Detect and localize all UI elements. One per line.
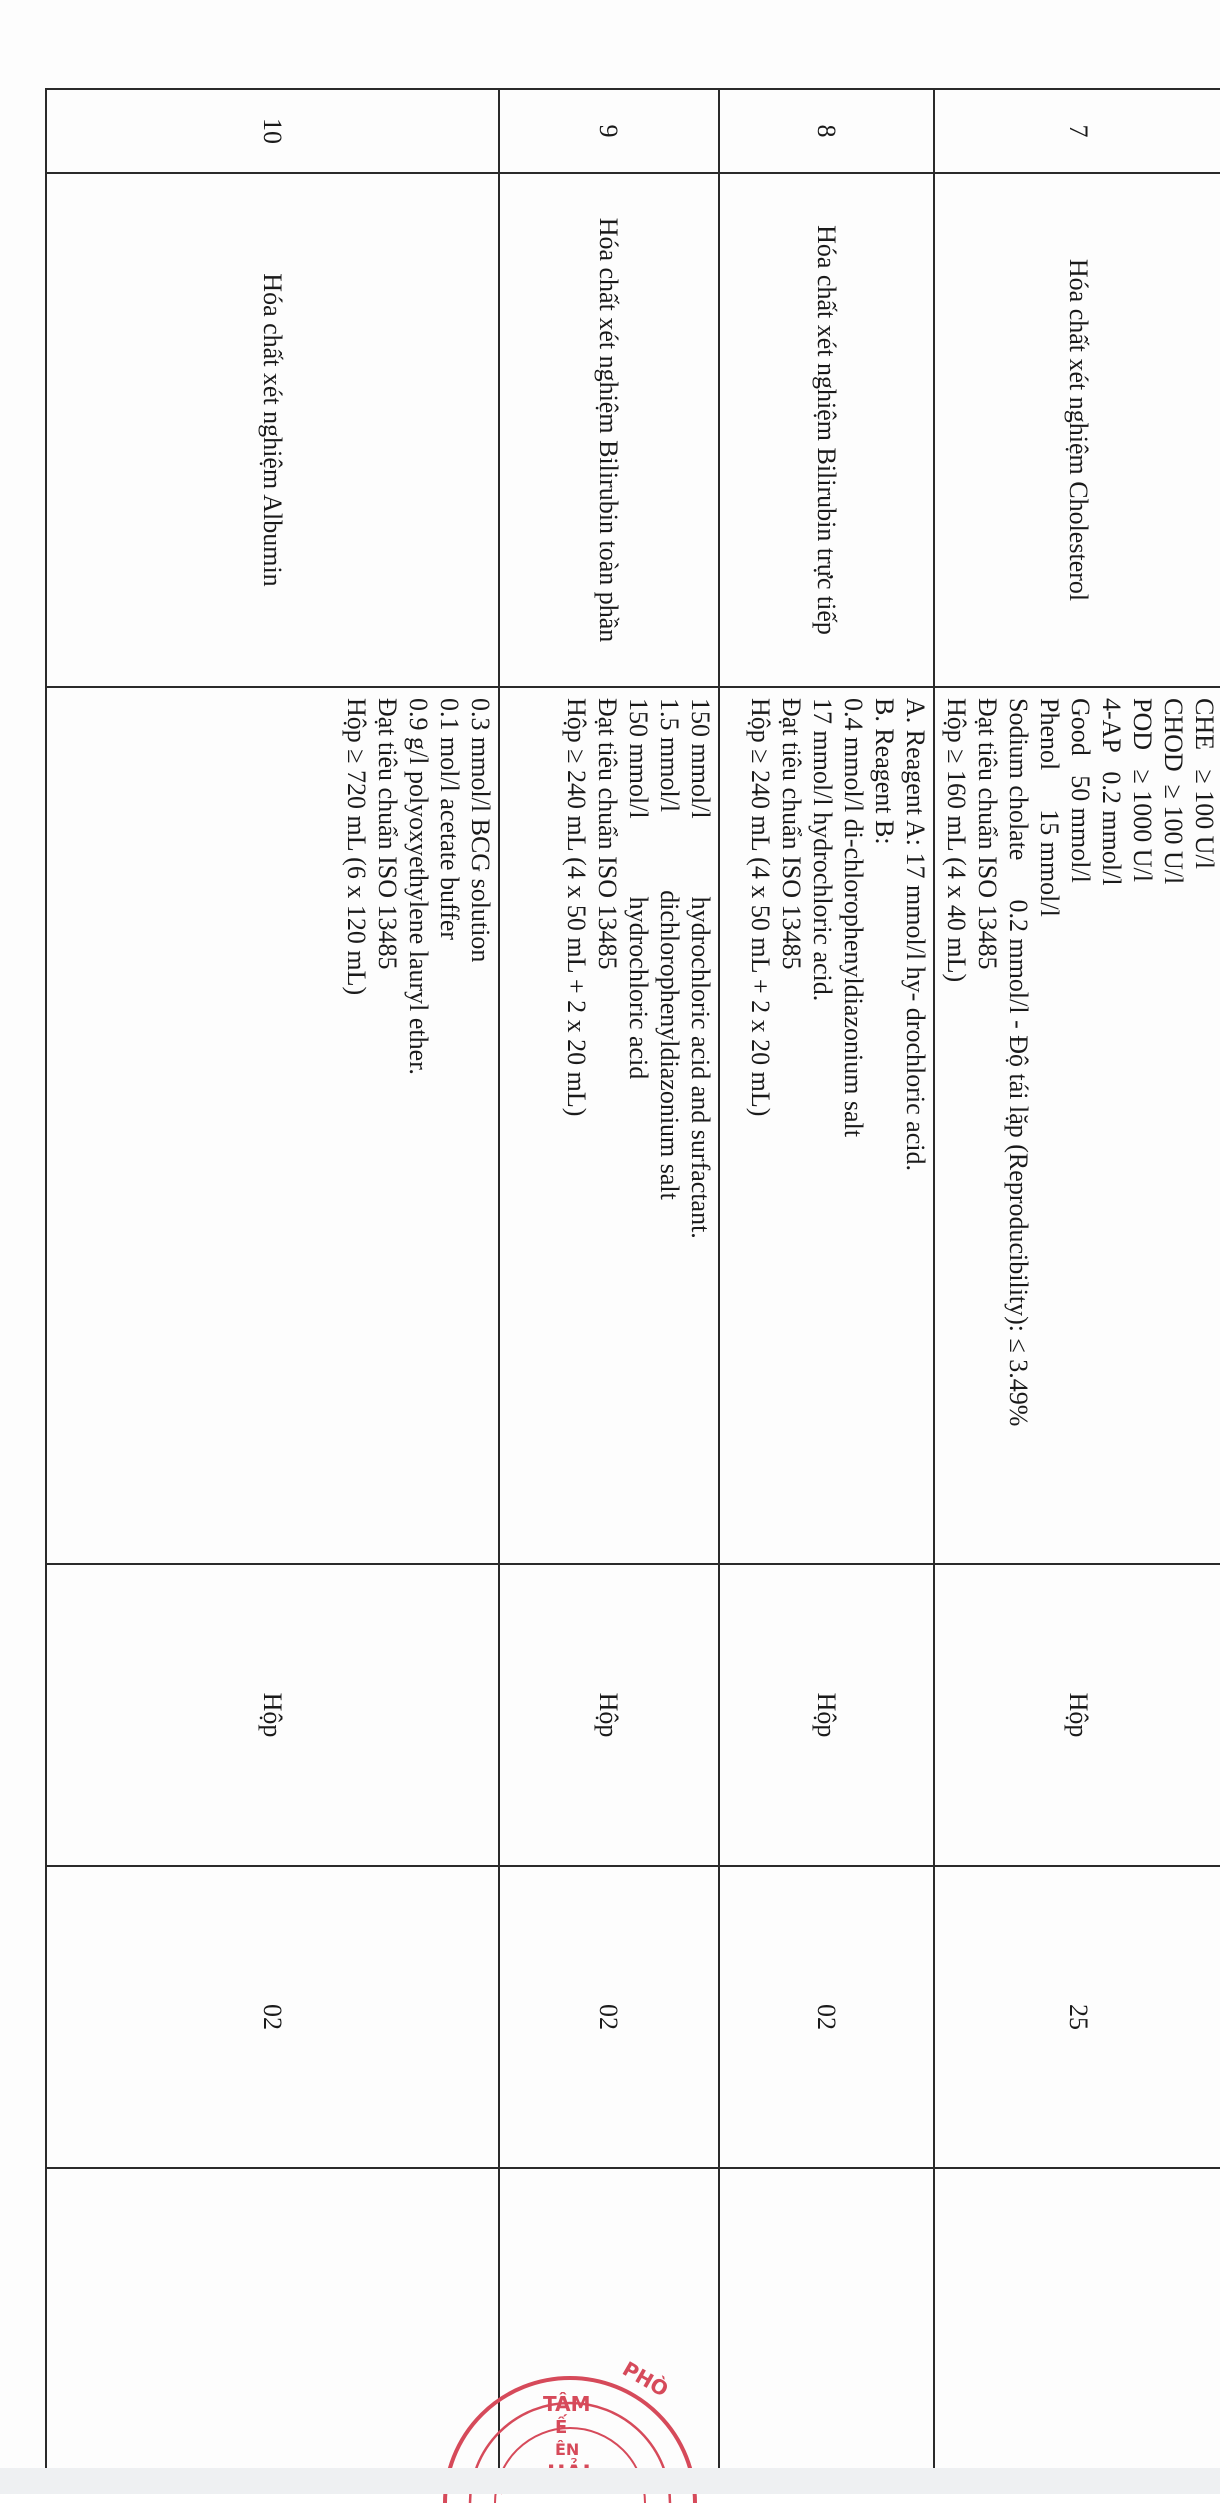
spec-line: Phenol 15 mmol/l [1035,698,1064,917]
row-number: 9 [499,89,719,173]
spec-line: 17 mmol/l hydrochloric acid. [808,698,837,1002]
item-name: Hóa chất xét nghiệm Cholesterol [934,173,1220,687]
item-name: Hóa chất xét nghiệm Albumin [46,173,499,687]
item-quantity: 02 [46,1866,499,2168]
spec-line: Hộp ≥ 720 mL (6 x 120 mL) [342,698,371,996]
spec-line: 0.4 mmol/l di-chlorophenyldiazonium salt [839,698,868,1138]
spec-line: Đạt tiêu chuẩn ISO 13485 [777,698,806,970]
item-unit: Hộp [499,1564,719,1866]
table-row [719,89,934,2486]
spec-line: 150 mmol/l hydrochloric acid [624,698,653,1080]
item-name: Hóa chất xét nghiệm Bilirubin trực tiếp [719,173,934,687]
stamp-text-line: TÂM [543,2392,591,2416]
item-unit: Hộp [719,1564,934,1866]
stamp-text-line: ÊN [555,2440,580,2459]
spec-line: A. Reagent A: 17 mmol/l hy- drochloric acid. [901,698,930,1171]
spec-line: 0.3 mmol/l BCG solution [466,698,495,963]
item-unit: Hộp [934,1564,1220,1866]
rotated-table-container [60,88,1220,2433]
table-row [934,89,1220,2486]
scan-edge [0,2468,1220,2494]
item-quantity: 02 [719,1866,934,2168]
table-row [499,89,719,2486]
spec-line: Sodium cholate 0.2 mmol/l - Độ tái lặp (Reproducibility): ≤ 3.49% [1004,698,1033,1427]
spec-line: Đạt tiêu chuẩn ISO 13485 [373,698,402,970]
spec-line: 0.1 mol/l acetate buffer [435,698,464,941]
item-spec [719,687,934,1564]
spec-line: 4-AP 0.2 mmol/l [1097,698,1126,886]
spec-line: 0.9 g/l polyoxyethylene lauryl ether. [404,698,433,1075]
spec-line: Đạt tiêu chuẩn ISO 13485 [973,698,1002,970]
spec-line: CHOD ≥ 100 U/l [1159,698,1188,885]
item-note [934,2168,1220,2486]
item-unit: Hộp [46,1564,499,1866]
spec-line: Hộp ≥ 240 mL (4 x 50 mL + 2 x 20 mL) [562,698,591,1117]
item-name: Hóa chất xét nghiệm Bilirubin toàn phần [499,173,719,687]
spec-line: B. Reagent B: [870,698,899,845]
row-number: 10 [46,89,499,173]
spec-line: Hộp ≥ 240 mL (4 x 50 mL + 2 x 20 mL) [746,698,775,1117]
spec-line: Hộp ≥ 160 mL (4 x 40 mL) [942,698,971,983]
supplies-table [45,88,1220,2487]
spec-line: Good 50 mmol/l [1066,698,1095,883]
item-note [719,2168,934,2486]
stamp-text-line: PHÒ [618,2356,673,2402]
item-quantity: 25 [934,1866,1220,2168]
spec-line: POD ≥ 1000 U/l [1128,698,1157,883]
spec-line: 150 mmol/l hydrochloric acid and surfactant. [686,698,715,1239]
spec-line: CHE ≥ 100 U/l [1190,698,1219,869]
table-row [46,89,499,2486]
item-quantity: 02 [499,1866,719,2168]
row-number: 8 [719,89,934,173]
item-spec [499,687,719,1564]
spec-line: 1.5 mmol/l dichlorophenyldiazonium salt [655,698,684,1200]
spec-line: Đạt tiêu chuẩn ISO 13485 [593,698,622,970]
row-number: 7 [934,89,1220,173]
item-spec [934,687,1220,1564]
stamp-text-line: Ế [555,2417,568,2438]
item-spec [46,687,499,1564]
